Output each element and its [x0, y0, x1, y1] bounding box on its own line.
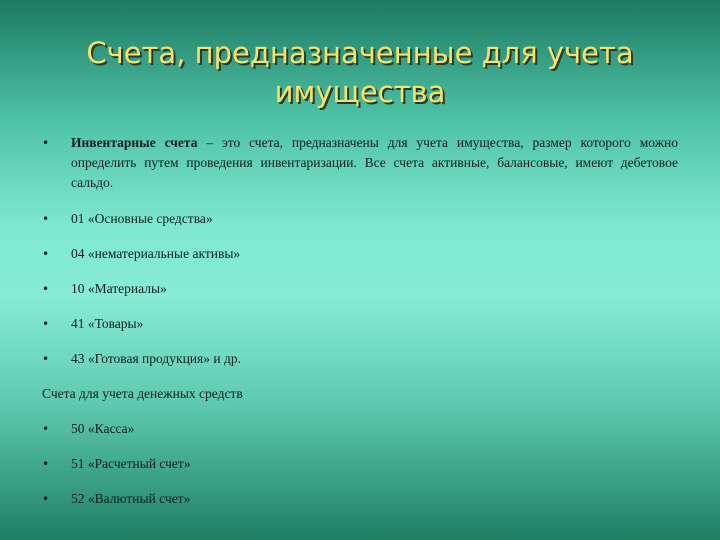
- account-label: 51 «Расчетный счет»: [71, 456, 191, 471]
- account-label: 01 «Основные средства»: [71, 211, 213, 226]
- bullet-icon: •: [42, 136, 50, 150]
- account-label: 10 «Материалы»: [71, 281, 167, 296]
- bullet-icon: •: [42, 282, 50, 296]
- bullet-icon: •: [42, 317, 50, 331]
- bullet-icon: •: [42, 352, 50, 366]
- slide-title-line-1: Счета, предназначенные для учета: [86, 36, 634, 70]
- list-item-account: [42, 349, 682, 369]
- bullet-icon: •: [42, 457, 50, 471]
- account-label: 43 «Готовая продукция» и др.: [71, 351, 241, 366]
- list-item-account: [42, 209, 682, 229]
- slide-title-line-2: имущества: [274, 75, 446, 109]
- bullet-icon: •: [42, 422, 50, 436]
- list-item-account: [42, 244, 682, 264]
- slide-title: [40, 34, 680, 112]
- list-item-account: [42, 279, 682, 299]
- slide-body: [42, 133, 682, 509]
- list-item-account: [42, 489, 682, 509]
- bullet-icon: •: [42, 492, 50, 506]
- account-label: 52 «Валютный счет»: [71, 491, 191, 506]
- list-item-account: [42, 454, 682, 474]
- list-item-account: [42, 419, 682, 439]
- account-label: 41 «Товары»: [71, 316, 144, 331]
- account-label: 04 «нематериальные активы»: [71, 246, 241, 261]
- money-accounts-heading: Счета для учета денежных средств: [42, 386, 243, 401]
- list-item-account: [42, 314, 682, 334]
- definition-text: – это счета, предназначены для учета имущества, размер которого можно определить путем проведения инвентаризации. Все счета активные, балансовые, имеют дебетовое сальдо.: [71, 135, 678, 190]
- term-inventory-accounts: Инвентарные счета: [71, 135, 198, 150]
- account-label: 50 «Касса»: [71, 421, 135, 436]
- bullet-icon: •: [42, 212, 50, 226]
- bullet-icon: •: [42, 247, 50, 261]
- list-item-inventory-accounts: [42, 133, 682, 193]
